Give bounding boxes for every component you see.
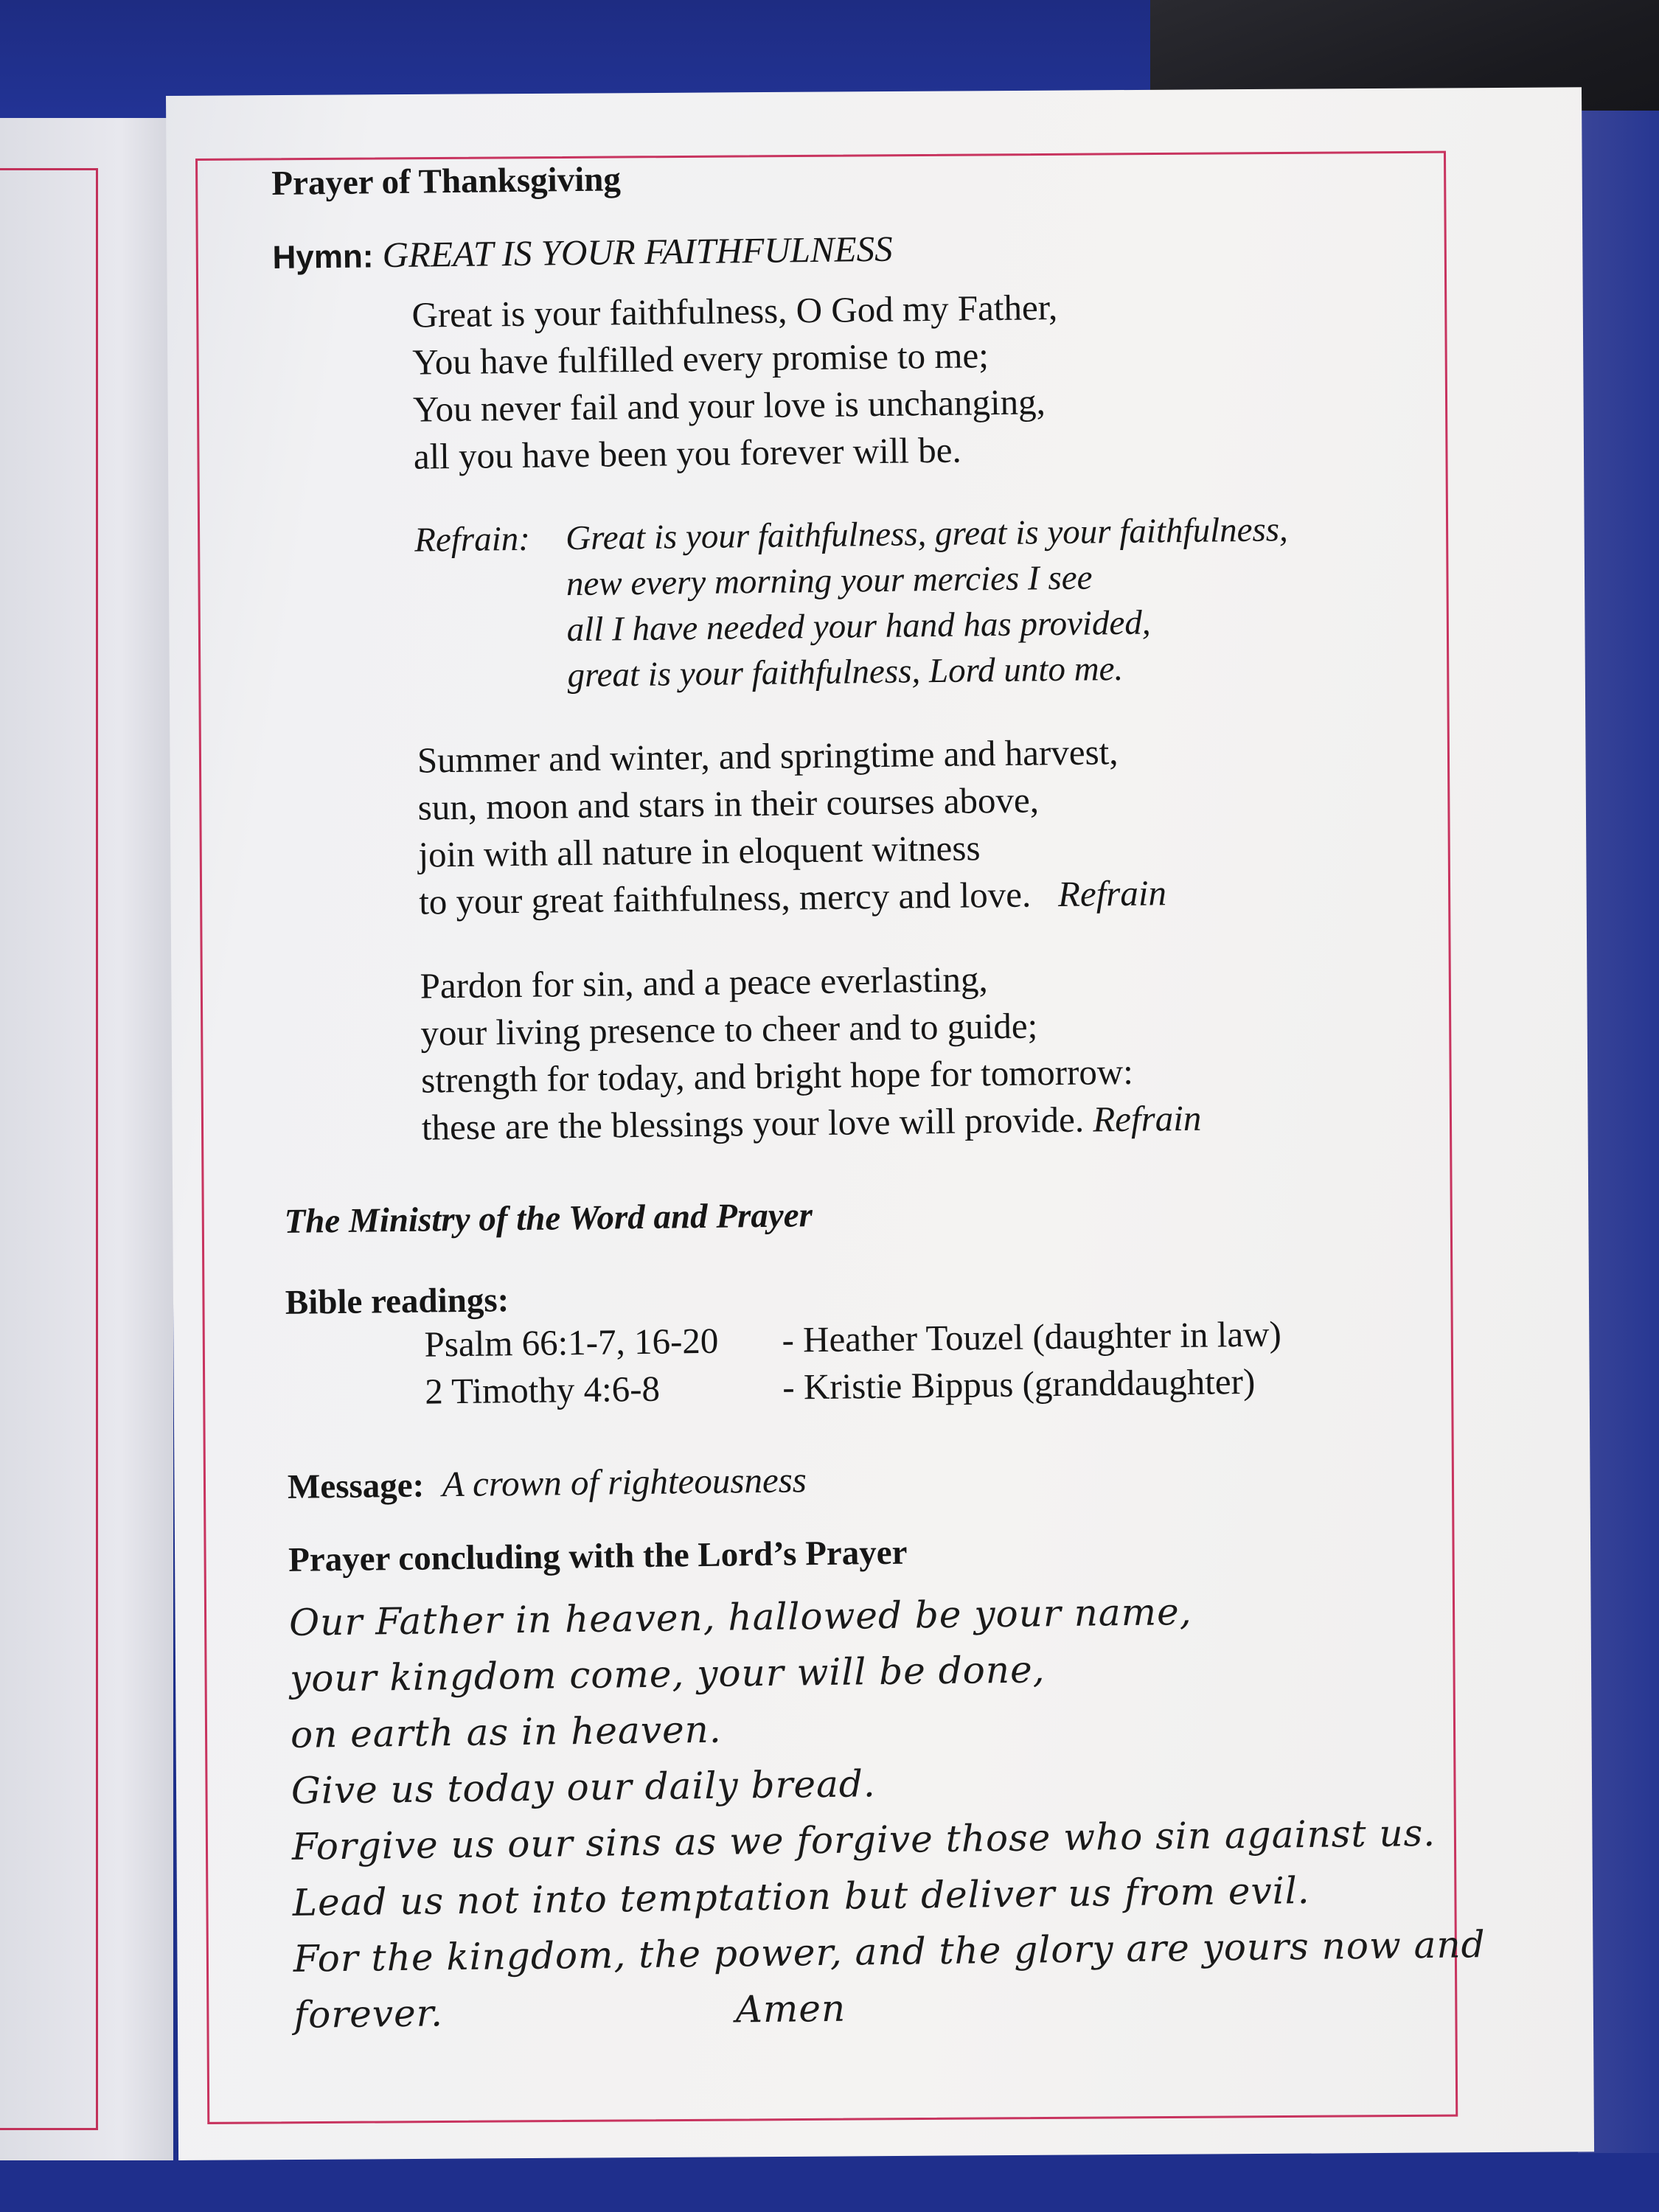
hymn-verse-2 xyxy=(417,723,1579,925)
ministry-heading: The Ministry of the Word and Prayer xyxy=(284,1196,813,1241)
hymn-refrain xyxy=(414,503,1576,700)
prayer-line: Our Father in heaven, hallowed be your name, xyxy=(288,1590,1192,1644)
refrain-line: great is your faithfulness, Lord unto me. xyxy=(567,649,1124,695)
verse-line: You have fulfilled every promise to me; xyxy=(411,335,990,383)
refrain-label: Refrain: xyxy=(414,519,531,560)
reading-reader: - Heather Touzel (daughter in law) xyxy=(782,1313,1282,1360)
prayer-line: Forgive us our sins as we forgive those who sin against us. xyxy=(291,1811,1436,1868)
verse-line: all you have been you forever will be. xyxy=(413,429,962,477)
prayer-line: For the kingdom, the power, and the glory are yours now and xyxy=(293,1923,1486,1980)
message-title: A crown of righteousness xyxy=(442,1459,807,1505)
left-page-border xyxy=(0,168,98,2130)
refrain-lines xyxy=(566,507,1290,698)
message-line xyxy=(288,1447,1586,1510)
hymn-label: Hymn: xyxy=(272,238,374,276)
refrain-line: all I have needed your hand has provided, xyxy=(566,603,1151,650)
prayer-line: Lead us not into temptation but deliver us from evil. xyxy=(292,1868,1310,1924)
refrain-line: Great is your faithfulness, great is your faithfulness, xyxy=(565,510,1289,558)
verse-line: You never fail and your love is unchanging, xyxy=(412,381,1046,430)
hymn-title: GREAT IS YOUR FAITHFULNESS xyxy=(382,228,893,276)
prayer-thanksgiving-heading: Prayer of Thanksgiving xyxy=(271,160,622,203)
page-content xyxy=(271,147,1592,2042)
lords-prayer xyxy=(289,1579,1592,2042)
verse-line-text: these are the blessings your love will provide. xyxy=(421,1099,1085,1148)
hymn-verse-1 xyxy=(411,277,1573,480)
hymn-heading xyxy=(272,217,1571,281)
verse-line: sun, moon and stars in their courses above, xyxy=(417,779,1040,828)
refrain-cue: Refrain xyxy=(1057,872,1167,915)
verse-line-text: to your great faithfulness, mercy and love. xyxy=(418,874,1032,922)
verse-line: join with all nature in eloquent witness xyxy=(418,827,981,875)
prayer-line: on earth as in heaven. xyxy=(290,1708,723,1756)
amen: Amen xyxy=(735,1986,846,2031)
readings-label: Bible readings: xyxy=(285,1281,509,1322)
blue-background-bottom xyxy=(0,2153,1659,2212)
refrain-line: new every morning your mercies I see xyxy=(566,558,1093,604)
verse-line: Great is your faithfulness, O God my Father, xyxy=(411,286,1058,335)
hymn-verse-3 xyxy=(420,948,1581,1151)
refrain-cue: Refrain xyxy=(1092,1097,1202,1140)
prayer-last-line: forever. xyxy=(293,1992,444,2037)
reading-ref: Psalm 66:1-7, 16-20 xyxy=(424,1320,719,1365)
message-label: Message: xyxy=(287,1466,425,1506)
readings-list xyxy=(424,1307,1584,1415)
prayer-heading: Prayer concluding with the Lord’s Prayer xyxy=(288,1533,908,1579)
prayer-line: Give us today our daily bread. xyxy=(291,1762,877,1812)
verse-line: strength for today, and bright hope for tomorrow: xyxy=(420,1051,1134,1101)
reading-reader: - Kristie Bippus (granddaughter) xyxy=(782,1360,1256,1408)
reading-ref: 2 Timothy 4:6-8 xyxy=(425,1368,661,1412)
verse-line: Pardon for sin, and a peace everlasting, xyxy=(420,959,989,1006)
prayer-line: your kingdom come, your will be done, xyxy=(289,1648,1046,1700)
verse-line: your living presence to cheer and to guide; xyxy=(420,1005,1038,1054)
verse-line: Summer and winter, and springtime and harvest, xyxy=(417,731,1119,781)
